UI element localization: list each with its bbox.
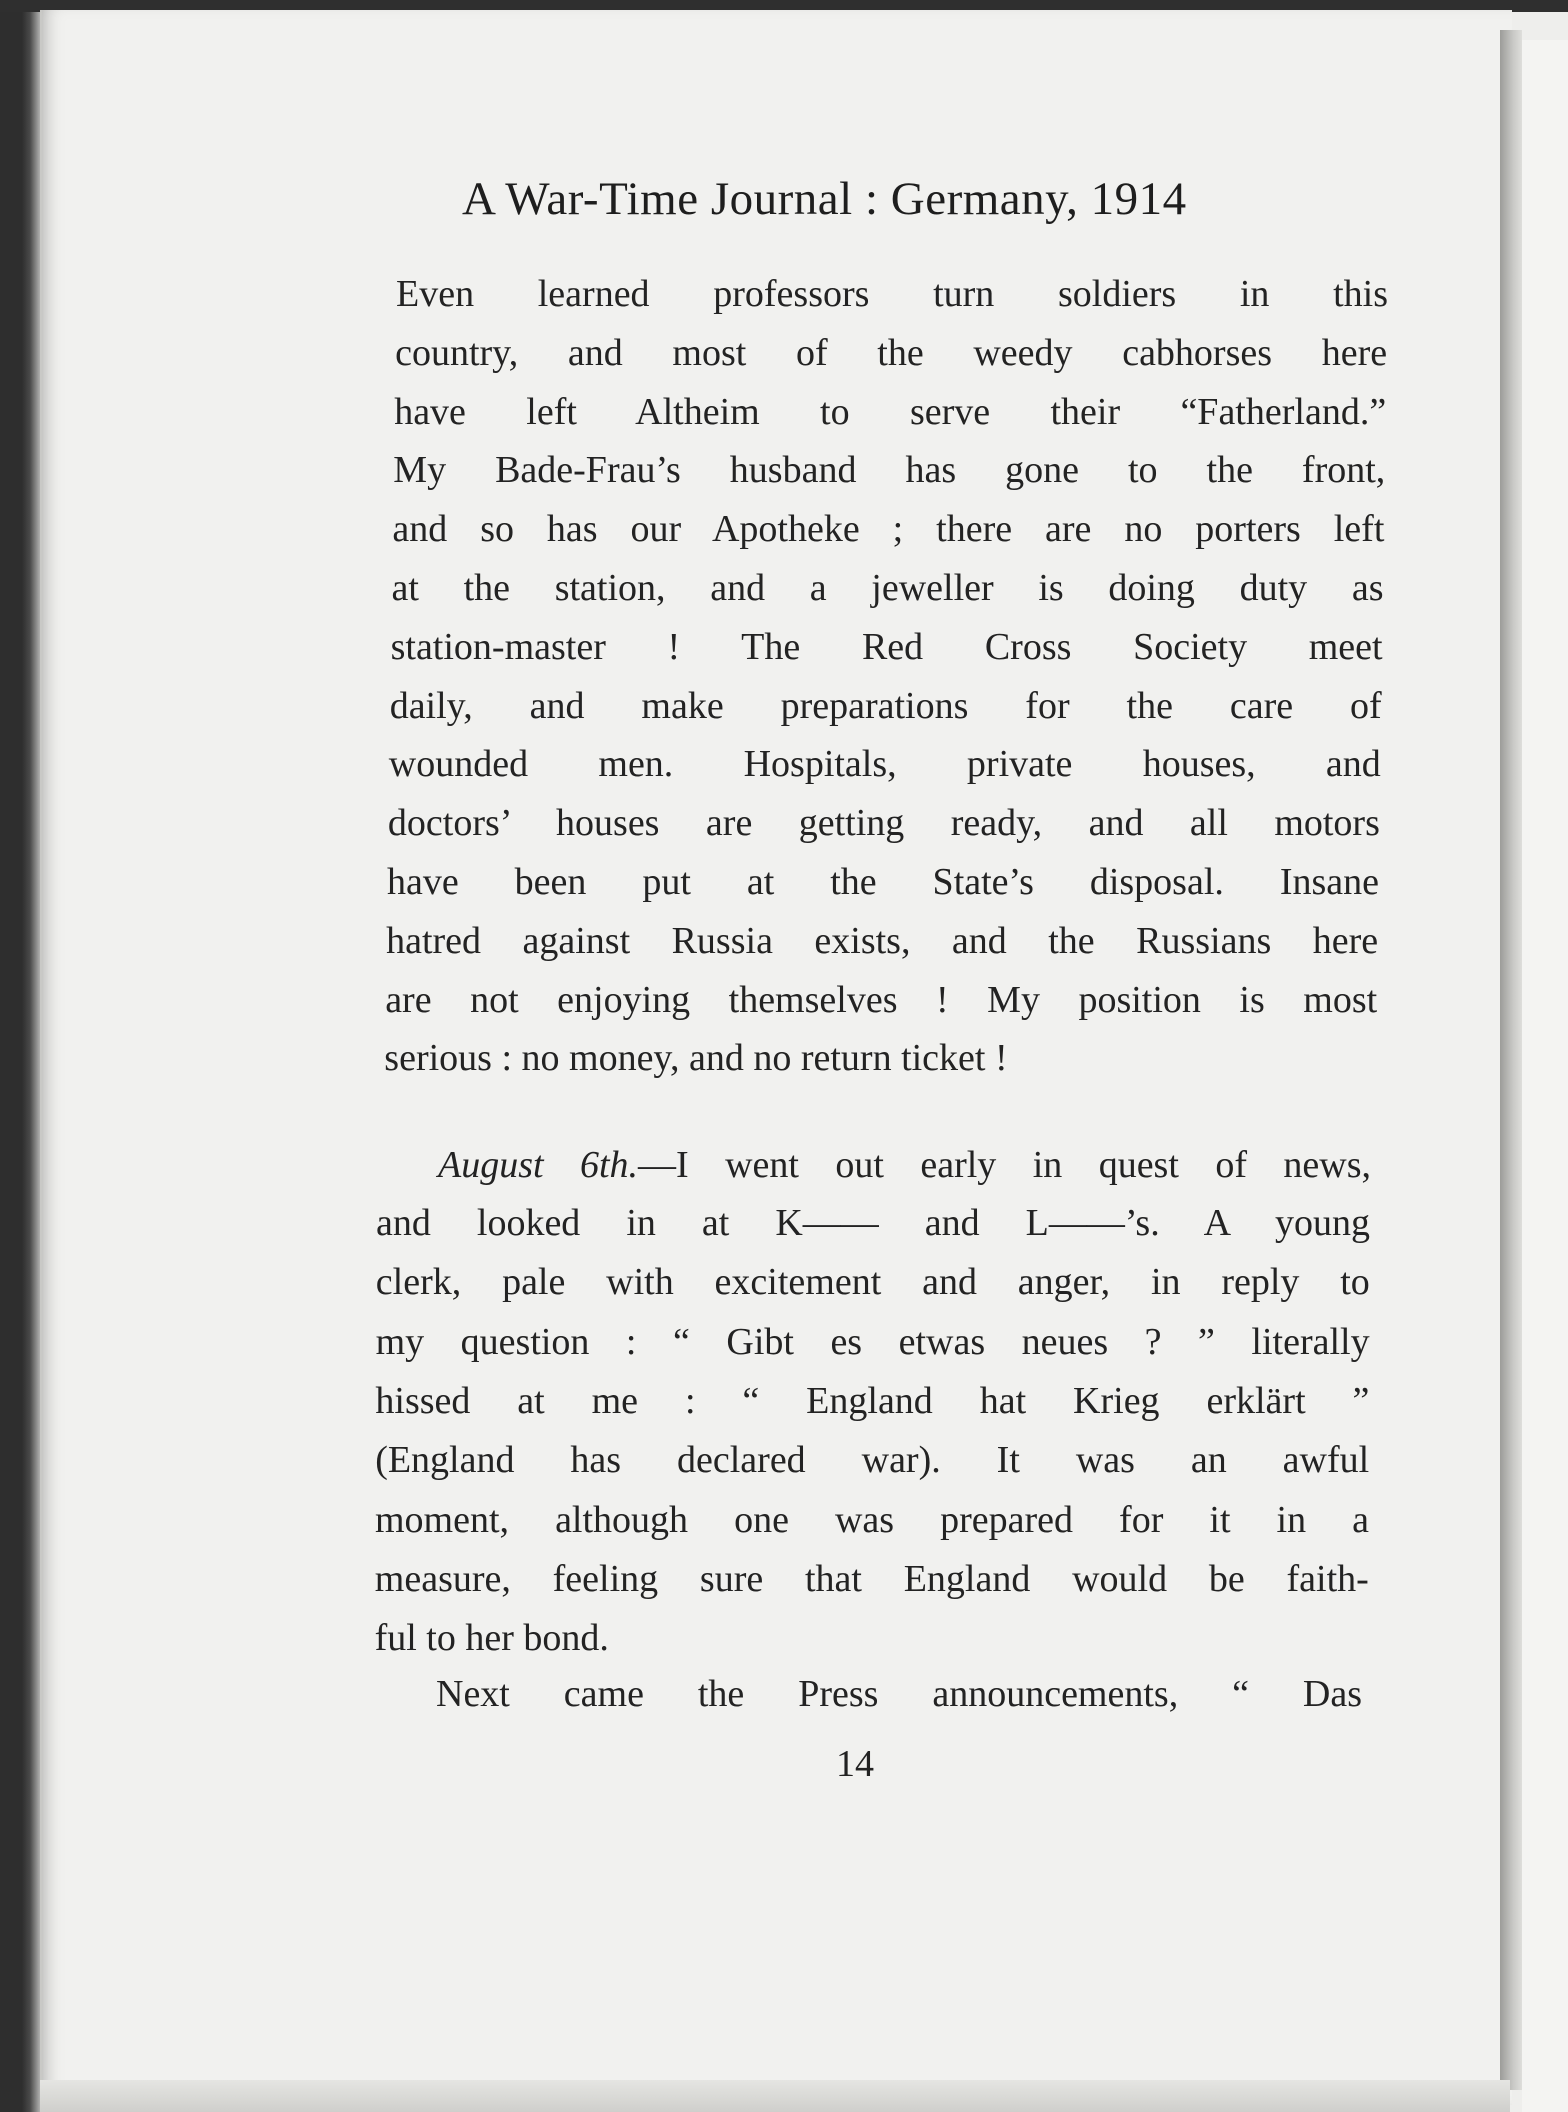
text-line: clerk, pale with excitement and anger, in reply to [375, 1261, 1370, 1304]
text-line: hatred against Russia exists, and the Russians here [386, 919, 1379, 962]
text-line: my question : “ Gibt es etwas neues ? ” literally [375, 1320, 1370, 1363]
text-line: My Bade-Frau’s husband has gone to the front, [393, 449, 1386, 492]
page-gutter-edge [1500, 30, 1522, 2090]
text-line: and looked in at K—— and L——’s. A young [376, 1202, 1370, 1244]
adjacent-page-strip [1522, 40, 1568, 2112]
text-line: are not enjoying themselves ! My position is most [385, 978, 1378, 1021]
text-line: measure, feeling sure that England would be faith- [374, 1557, 1369, 1600]
text-line: have been put at the State’s disposal. Insane [387, 861, 1379, 903]
text-line: moment, although one was prepared for it in a [375, 1498, 1369, 1541]
text-line: have left Altheim to serve their “Fatherland.” [394, 390, 1387, 433]
text-line: country, and most of the weedy cabhorses here [395, 331, 1388, 374]
text-line: Next came the Press announcements, “ Das [436, 1673, 1362, 1715]
text-line: daily, and make preparations for the care of [389, 684, 1382, 727]
text-line: doctors’ houses are getting ready, and all motors [387, 802, 1380, 845]
running-title: A War-Time Journal : Germany, 1914 [462, 173, 1187, 225]
text-line: at the station, and a jeweller is doing duty as [391, 567, 1384, 609]
text-line: serious : no money, and no return ticket ! [384, 1037, 1008, 1080]
entry-date: August 6th. [438, 1144, 639, 1186]
page-number: 14 [836, 1743, 874, 1785]
text-line: wounded men. Hospitals, private houses, and [388, 743, 1381, 786]
paragraph-2-first-line [438, 1146, 1371, 1184]
paragraph-2-first-line-text: —I went out early in quest of news, [638, 1144, 1371, 1186]
text-line: station-master ! The Red Cross Society meet [390, 625, 1383, 668]
text-line: hissed at me : “ England hat Krieg erklärt ” [375, 1379, 1370, 1422]
text-line: ful to her bond. [374, 1617, 609, 1660]
text-line: and so has our Apotheke ; there are no porters left [392, 508, 1385, 551]
text-line: (England has declared war). It was an awful [375, 1439, 1370, 1482]
page-bottom-edge [40, 2080, 1510, 2112]
text-line: Even learned professors turn soldiers in this [396, 273, 1388, 315]
